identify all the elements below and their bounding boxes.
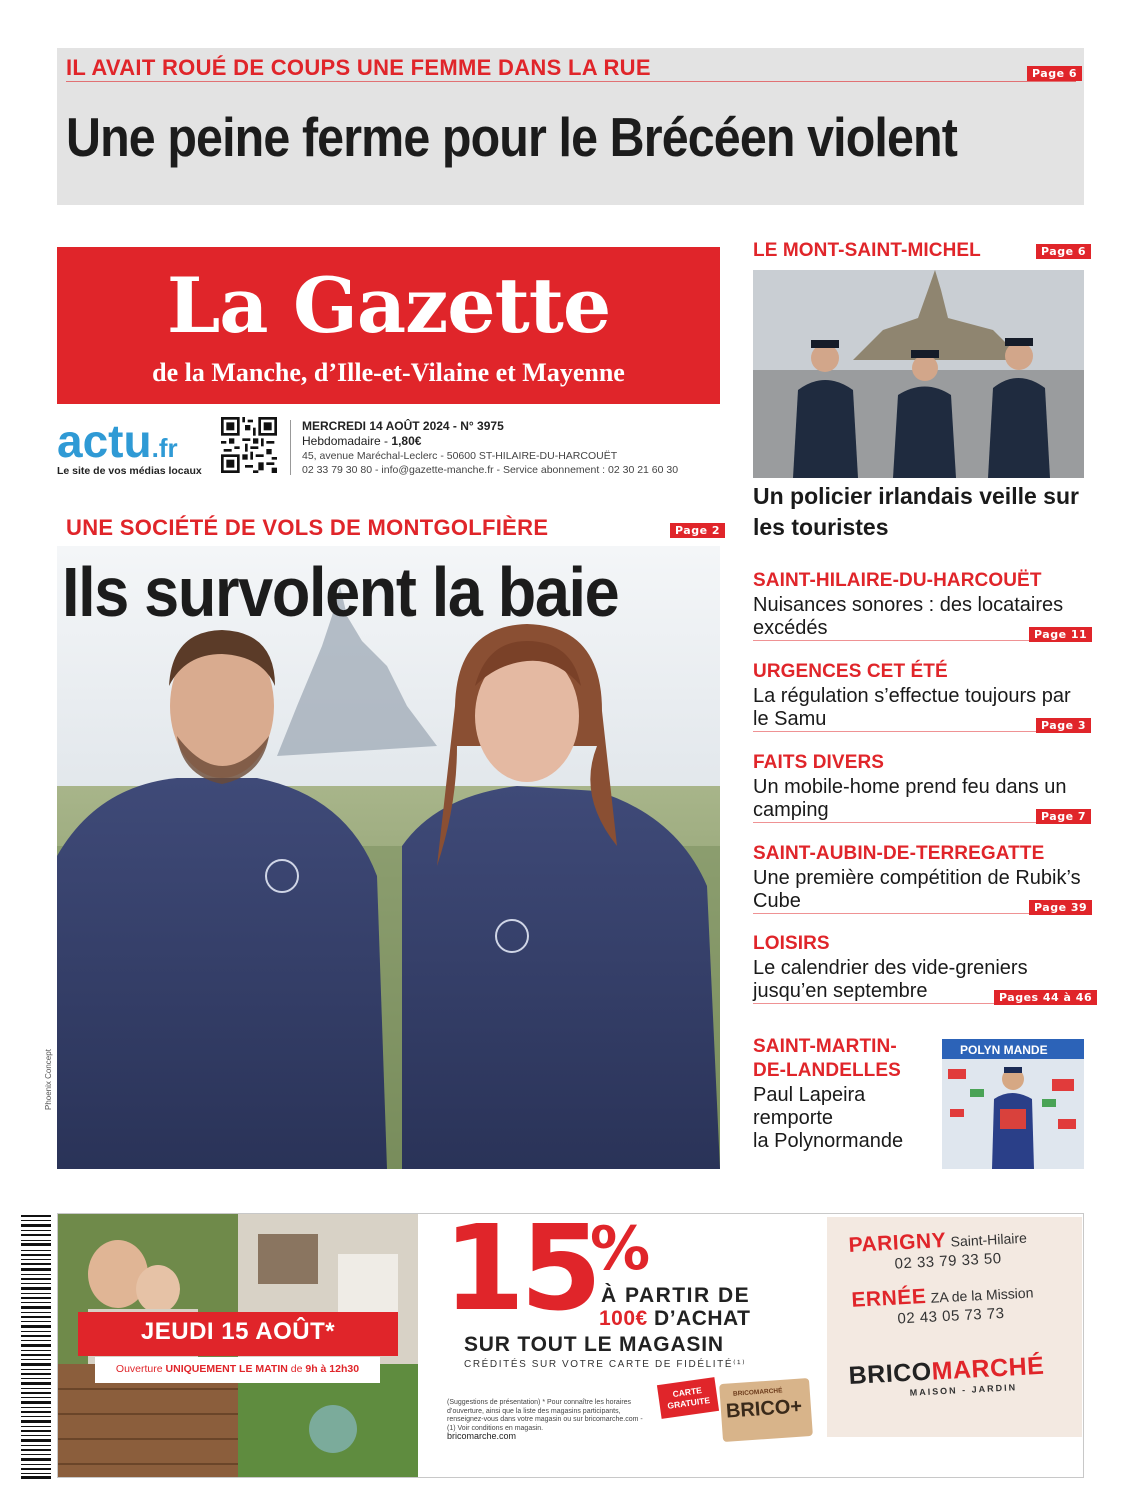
mont-story-kicker: LE MONT-SAINT-MICHEL bbox=[753, 240, 981, 261]
ad-offer-line bbox=[599, 1307, 750, 1331]
main-story-kicker: UNE SOCIÉTÉ DE VOLS DE MONTGOLFIÈRE bbox=[66, 515, 549, 540]
barcode-icon bbox=[21, 1215, 51, 1479]
top-story-headline[interactable]: Une peine ferme pour le Brécéen violent bbox=[66, 106, 957, 168]
ad-offer-amount: 100€ bbox=[599, 1307, 648, 1330]
story-title[interactable]: Une première compétition de Rubik’s Cube bbox=[753, 867, 1081, 912]
ad-opening-hours bbox=[95, 1363, 380, 1375]
main-story-photo[interactable] bbox=[57, 546, 720, 1169]
mont-story-headline[interactable]: Un policier irlandais veille sur les touristes bbox=[753, 483, 1079, 540]
masthead bbox=[57, 247, 720, 404]
masthead-subtitle: de la Manche, d’Ille-et-Vilaine et Mayenne bbox=[152, 358, 625, 387]
podium-banner-text: POLYN MANDE bbox=[960, 1043, 1048, 1057]
address: 45, avenue Maréchal-Leclerc - 50600 ST-HILAIRE-DU-HARCOUËT bbox=[302, 450, 618, 462]
story-kicker: LOISIRS bbox=[753, 933, 830, 954]
story-page-tag[interactable]: Page 7 bbox=[1036, 809, 1091, 824]
story-title[interactable]: Le calendrier des vide-greniers jusqu’en septembre bbox=[753, 957, 1028, 1002]
ad-percent: 15 bbox=[443, 1213, 598, 1337]
brand-name-b: MARCHÉ bbox=[930, 1351, 1045, 1386]
cycling-story-kicker: DE-LANDELLES bbox=[753, 1060, 901, 1081]
mont-story-photo[interactable] bbox=[753, 270, 1084, 478]
divider bbox=[290, 420, 291, 475]
cycling-story-title[interactable]: Paul Lapeira bbox=[753, 1084, 866, 1106]
store-name: PARIGNY bbox=[848, 1228, 947, 1257]
ad-percent-sign: % bbox=[590, 1214, 651, 1284]
ad-url[interactable]: bricomarche.com bbox=[447, 1431, 517, 1441]
ad-hours-time: 9h à 12h30 bbox=[305, 1363, 360, 1375]
actu-logo-text: actu bbox=[57, 415, 152, 467]
story-kicker: FAITS DIVERS bbox=[753, 752, 885, 773]
contact-info: 02 33 79 30 80 - info@gazette-manche.fr - Service abonnement : 02 30 21 60 30 bbox=[302, 464, 679, 476]
store-phone[interactable]: 02 43 05 73 73 bbox=[897, 1304, 1005, 1328]
loyalty-card-brand: BRICOMARCHÉ bbox=[732, 1387, 783, 1398]
qr-code-icon[interactable] bbox=[221, 417, 277, 473]
ad-store-list bbox=[848, 1222, 1083, 1330]
story-kicker: URGENCES CET ÉTÉ bbox=[753, 661, 948, 682]
divider bbox=[66, 81, 1076, 82]
ad-offer-line: SUR TOUT LE MAGASIN bbox=[464, 1333, 724, 1356]
ad-hours-mid: de bbox=[287, 1363, 306, 1375]
story-page-tag[interactable]: Pages 44 à 46 bbox=[994, 990, 1097, 1005]
main-story-page-tag[interactable]: Page 2 bbox=[670, 523, 725, 538]
loyalty-card-logo: BRICO+ bbox=[725, 1395, 803, 1423]
cycling-story-title[interactable]: remporte bbox=[753, 1107, 834, 1129]
story-page-tag[interactable]: Page 3 bbox=[1036, 718, 1091, 733]
story-title[interactable]: Nuisances sonores : des locataires excédés bbox=[753, 594, 1064, 639]
masthead-title: La Gazette bbox=[166, 261, 611, 350]
actu-tagline: Le site de vos médias locaux bbox=[57, 465, 202, 477]
story-title[interactable]: La régulation s’effectue toujours par le Samu bbox=[753, 685, 1071, 730]
store-location: ZA de la Mission bbox=[930, 1284, 1034, 1306]
divider bbox=[753, 731, 1084, 732]
ad-card-tag: CARTE GRATUITE bbox=[657, 1377, 719, 1419]
cycling-story-title[interactable]: la Polynormande bbox=[753, 1130, 904, 1152]
actu-logo-suffix: .fr bbox=[151, 433, 178, 463]
photo-credit: Phoenix Concept bbox=[44, 1049, 53, 1110]
ad-fine-print: (Suggestions de présentation) * Pour connaître les horaires d’ouverture, ainsi que la liste des magasins participants, renseignez-vous dans votre magasin ou sur bricomarche.com - (1) Voir conditions en magasin. bbox=[447, 1399, 643, 1432]
story-kicker: SAINT-HILAIRE-DU-HARCOUËT bbox=[753, 570, 1042, 591]
story-page-tag[interactable]: Page 11 bbox=[1029, 627, 1092, 642]
story-page-tag[interactable]: Page 39 bbox=[1029, 900, 1092, 915]
store-name: ERNÉE bbox=[850, 1285, 927, 1312]
cycling-story-photo[interactable] bbox=[942, 1039, 1084, 1169]
brand-subtitle: MAISON - JARDIN bbox=[909, 1382, 1018, 1398]
price: 1,80€ bbox=[391, 434, 422, 448]
divider bbox=[753, 822, 1084, 823]
mont-story-page-tag[interactable]: Page 6 bbox=[1036, 244, 1091, 259]
story-kicker: SAINT-AUBIN-DE-TERREGATTE bbox=[753, 843, 1045, 864]
ad-offer-rest: D’ACHAT bbox=[647, 1307, 751, 1330]
ad-offer-note: CRÉDITÉS SUR VOTRE CARTE DE FIDÉLITÉ⁽¹⁾ bbox=[464, 1359, 747, 1370]
bricomarche-advertisement[interactable] bbox=[57, 1213, 1084, 1478]
ad-hours-bold: UNIQUEMENT LE MATIN bbox=[165, 1363, 288, 1375]
store-phone[interactable]: 02 33 79 33 50 bbox=[894, 1250, 1003, 1273]
ad-offer-line: À PARTIR DE bbox=[601, 1284, 751, 1307]
price-line bbox=[302, 434, 421, 448]
frequency: Hebdomadaire - bbox=[302, 434, 392, 448]
cycling-story-kicker: SAINT-MARTIN- bbox=[753, 1036, 897, 1057]
ad-hours-prefix: Ouverture bbox=[115, 1363, 166, 1375]
top-story-page-tag[interactable]: Page 6 bbox=[1027, 66, 1082, 81]
brand-name-a: BRICO bbox=[848, 1357, 933, 1390]
issue-date-number: MERCREDI 14 AOÛT 2024 - N° 3975 bbox=[302, 419, 504, 433]
main-story-headline[interactable]: Ils survolent la baie bbox=[62, 553, 619, 631]
top-story-kicker: IL AVAIT ROUÉ DE COUPS UNE FEMME DANS LA RUE bbox=[66, 55, 651, 80]
store-location: Saint-Hilaire bbox=[950, 1229, 1028, 1250]
story-title[interactable]: Un mobile-home prend feu dans un camping bbox=[753, 776, 1067, 821]
ad-date: JEUDI 15 AOÛT* bbox=[140, 1318, 336, 1345]
